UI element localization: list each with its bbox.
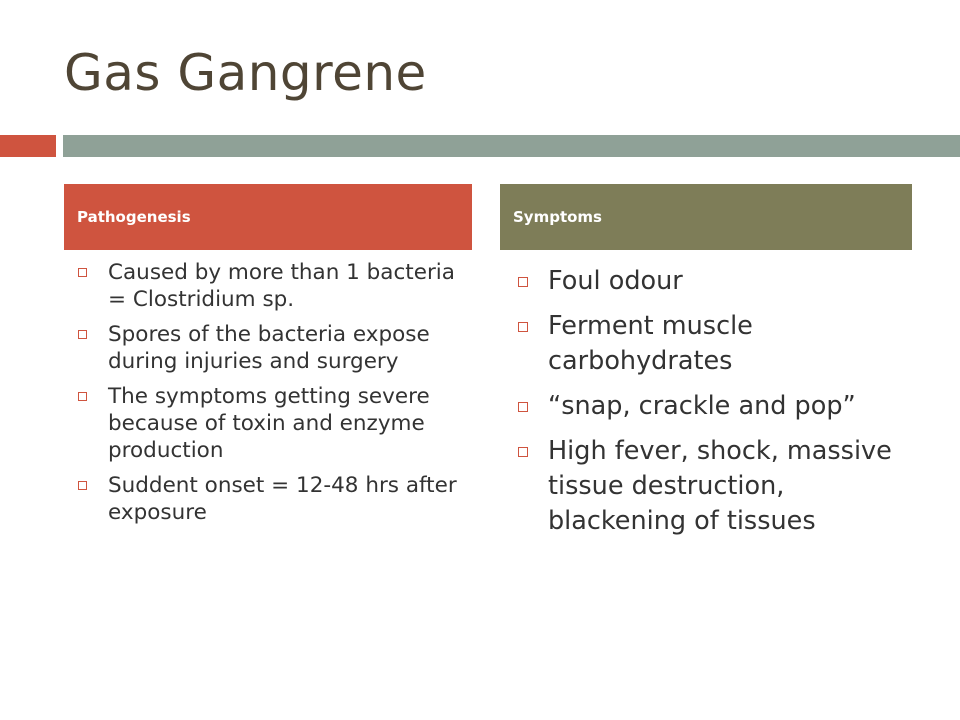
list-item	[76, 259, 466, 313]
list-item	[76, 472, 466, 526]
accent-bar-left	[0, 135, 56, 157]
list-item	[516, 264, 916, 299]
list-item-text: Caused by more than 1 bacteria = Clostridium sp.	[108, 260, 455, 312]
list-item-text: “snap, crackle and pop”	[548, 391, 856, 421]
list-item-text: The symptoms getting severe because of toxin and enzyme production	[108, 384, 430, 463]
column-header-pathogenesis: Pathogenesis	[64, 184, 472, 250]
square-bullet-icon	[78, 268, 87, 277]
square-bullet-icon	[518, 322, 528, 332]
list-item-text: Foul odour	[548, 266, 683, 296]
list-item	[516, 389, 916, 424]
list-item	[516, 434, 916, 539]
slide-title: Gas Gangrene	[64, 44, 427, 102]
list-item	[516, 309, 916, 379]
square-bullet-icon	[518, 402, 528, 412]
list-item-text: Ferment muscle carbohydrates	[548, 311, 753, 376]
list-item-text: Suddent onset = 12-48 hrs after exposure	[108, 473, 457, 525]
list-item	[76, 321, 466, 375]
list-item-text: High fever, shock, massive tissue destruction, blackening of tissues	[548, 436, 892, 536]
square-bullet-icon	[78, 330, 87, 339]
column-header-symptoms: Symptoms	[500, 184, 912, 250]
accent-bar-right	[63, 135, 960, 157]
symptoms-list	[516, 264, 916, 549]
square-bullet-icon	[78, 481, 87, 490]
pathogenesis-list	[76, 259, 466, 534]
square-bullet-icon	[78, 392, 87, 401]
square-bullet-icon	[518, 277, 528, 287]
square-bullet-icon	[518, 447, 528, 457]
list-item-text: Spores of the bacteria expose during injuries and surgery	[108, 322, 430, 374]
list-item	[76, 383, 466, 464]
